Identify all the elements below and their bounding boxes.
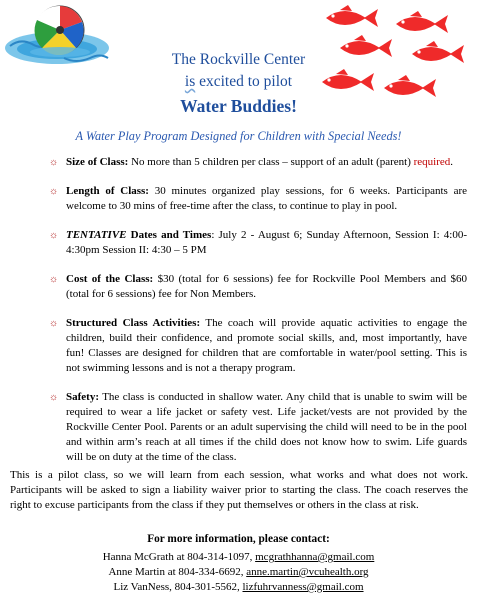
required-note: required xyxy=(413,156,451,168)
tagline: A Water Play Program Designed for Children with Special Needs! xyxy=(75,129,402,143)
item-text: No more than 5 children per class – support of an adult (parent) xyxy=(128,156,414,168)
contact-text: Liz VanNess, 804-301-5562, xyxy=(113,581,243,593)
item-text: $30 (total for 6 sessions) fee for Rockville Pool Members and $60 (total for 6 sessions) fee for Non Members. xyxy=(66,273,467,300)
org-name: The Rockville Center xyxy=(171,51,306,68)
item-label: Cost of the Class: xyxy=(66,273,154,285)
pilot-paragraph: This is a pilot class, so we will learn from each session, what works and what does not work. Participants will be asked to sign a liability waiver prior to starting the class. The coach reserves the right to excuse participants from the class if they put themselves or others in the class at risk. xyxy=(10,469,468,511)
pilot-line xyxy=(110,73,367,91)
list-item-length xyxy=(10,184,467,214)
bullet-sun-icon: ☼ xyxy=(49,186,59,197)
list-item-activities xyxy=(10,316,467,376)
bullet-sun-icon: ☼ xyxy=(49,157,59,168)
item-label: Size of Class: xyxy=(66,156,129,168)
list-item-safety xyxy=(10,390,467,465)
item-label: Safety: xyxy=(66,391,99,403)
bullet-sun-icon: ☼ xyxy=(49,274,59,285)
contact-text: Hanna McGrath at 804-314-1097, xyxy=(102,551,256,563)
list-item-cost xyxy=(10,272,467,302)
tentative-label: TENTATIVE xyxy=(66,229,127,241)
item-label: Dates and Times xyxy=(126,229,212,241)
bullet-sun-icon: ☼ xyxy=(49,230,59,241)
item-label: Structured Class Activities: xyxy=(66,317,201,329)
item-text: The class is conducted in shallow water. Any child that is unable to swim will be required to wear a life jacket or safety vest. Life jacket/vests are not provided by the Rockville Center Pool. Parents or an adult supervising the child will need to be in the pool and within arm’s reach at all times if the child does not know how to swim. Life guards will be on duty at the time of the class. xyxy=(66,391,467,463)
contact-line xyxy=(0,550,477,565)
email-link[interactable]: anne.martin@vcuhealth.org xyxy=(246,566,369,578)
item-text: 30 minutes organized play sessions, for 6 weeks. Participants are welcome to 30 mins of free-time after the class, to continue to play in pool. xyxy=(66,185,467,212)
contact-line xyxy=(0,580,477,595)
list-item-dates xyxy=(10,228,467,258)
pilot-line-prefix: is xyxy=(184,73,196,90)
contact-text: Anne Martin at 804-334-6692, xyxy=(108,566,247,578)
contact-list xyxy=(0,550,477,595)
contact-heading: For more information, please contact: xyxy=(147,533,330,545)
item-label: Length of Class: xyxy=(66,185,149,197)
item-text: The coach will provide aquatic activities to engage the children, build their confidence, and promote social skills, and, most importantly, have fun! Classes are designed for children that are comfortable in water/pool setting. This is not swimming lessons and is not a therapy program. xyxy=(66,317,467,374)
item-text: : July 2 - August 6; Sunday Afternoon, Session I: 4:00-4:30pm Session II: 4:30 – 5 PM xyxy=(66,229,467,256)
bullet-sun-icon: ☼ xyxy=(49,318,59,329)
bullet-sun-icon: ☼ xyxy=(49,392,59,403)
email-link[interactable]: mcgrathhanna@gmail.com xyxy=(255,551,375,563)
email-link[interactable]: lizfuhrvanness@gmail.com xyxy=(242,581,364,593)
program-title: Water Buddies! xyxy=(180,96,297,116)
details-list xyxy=(10,155,467,479)
list-item-size xyxy=(10,155,467,170)
beach-ball-in-water-icon xyxy=(2,0,117,70)
pilot-line-rest: excited to pilot xyxy=(195,73,293,90)
contact-line xyxy=(0,565,477,580)
item-text-end: . xyxy=(450,156,454,168)
